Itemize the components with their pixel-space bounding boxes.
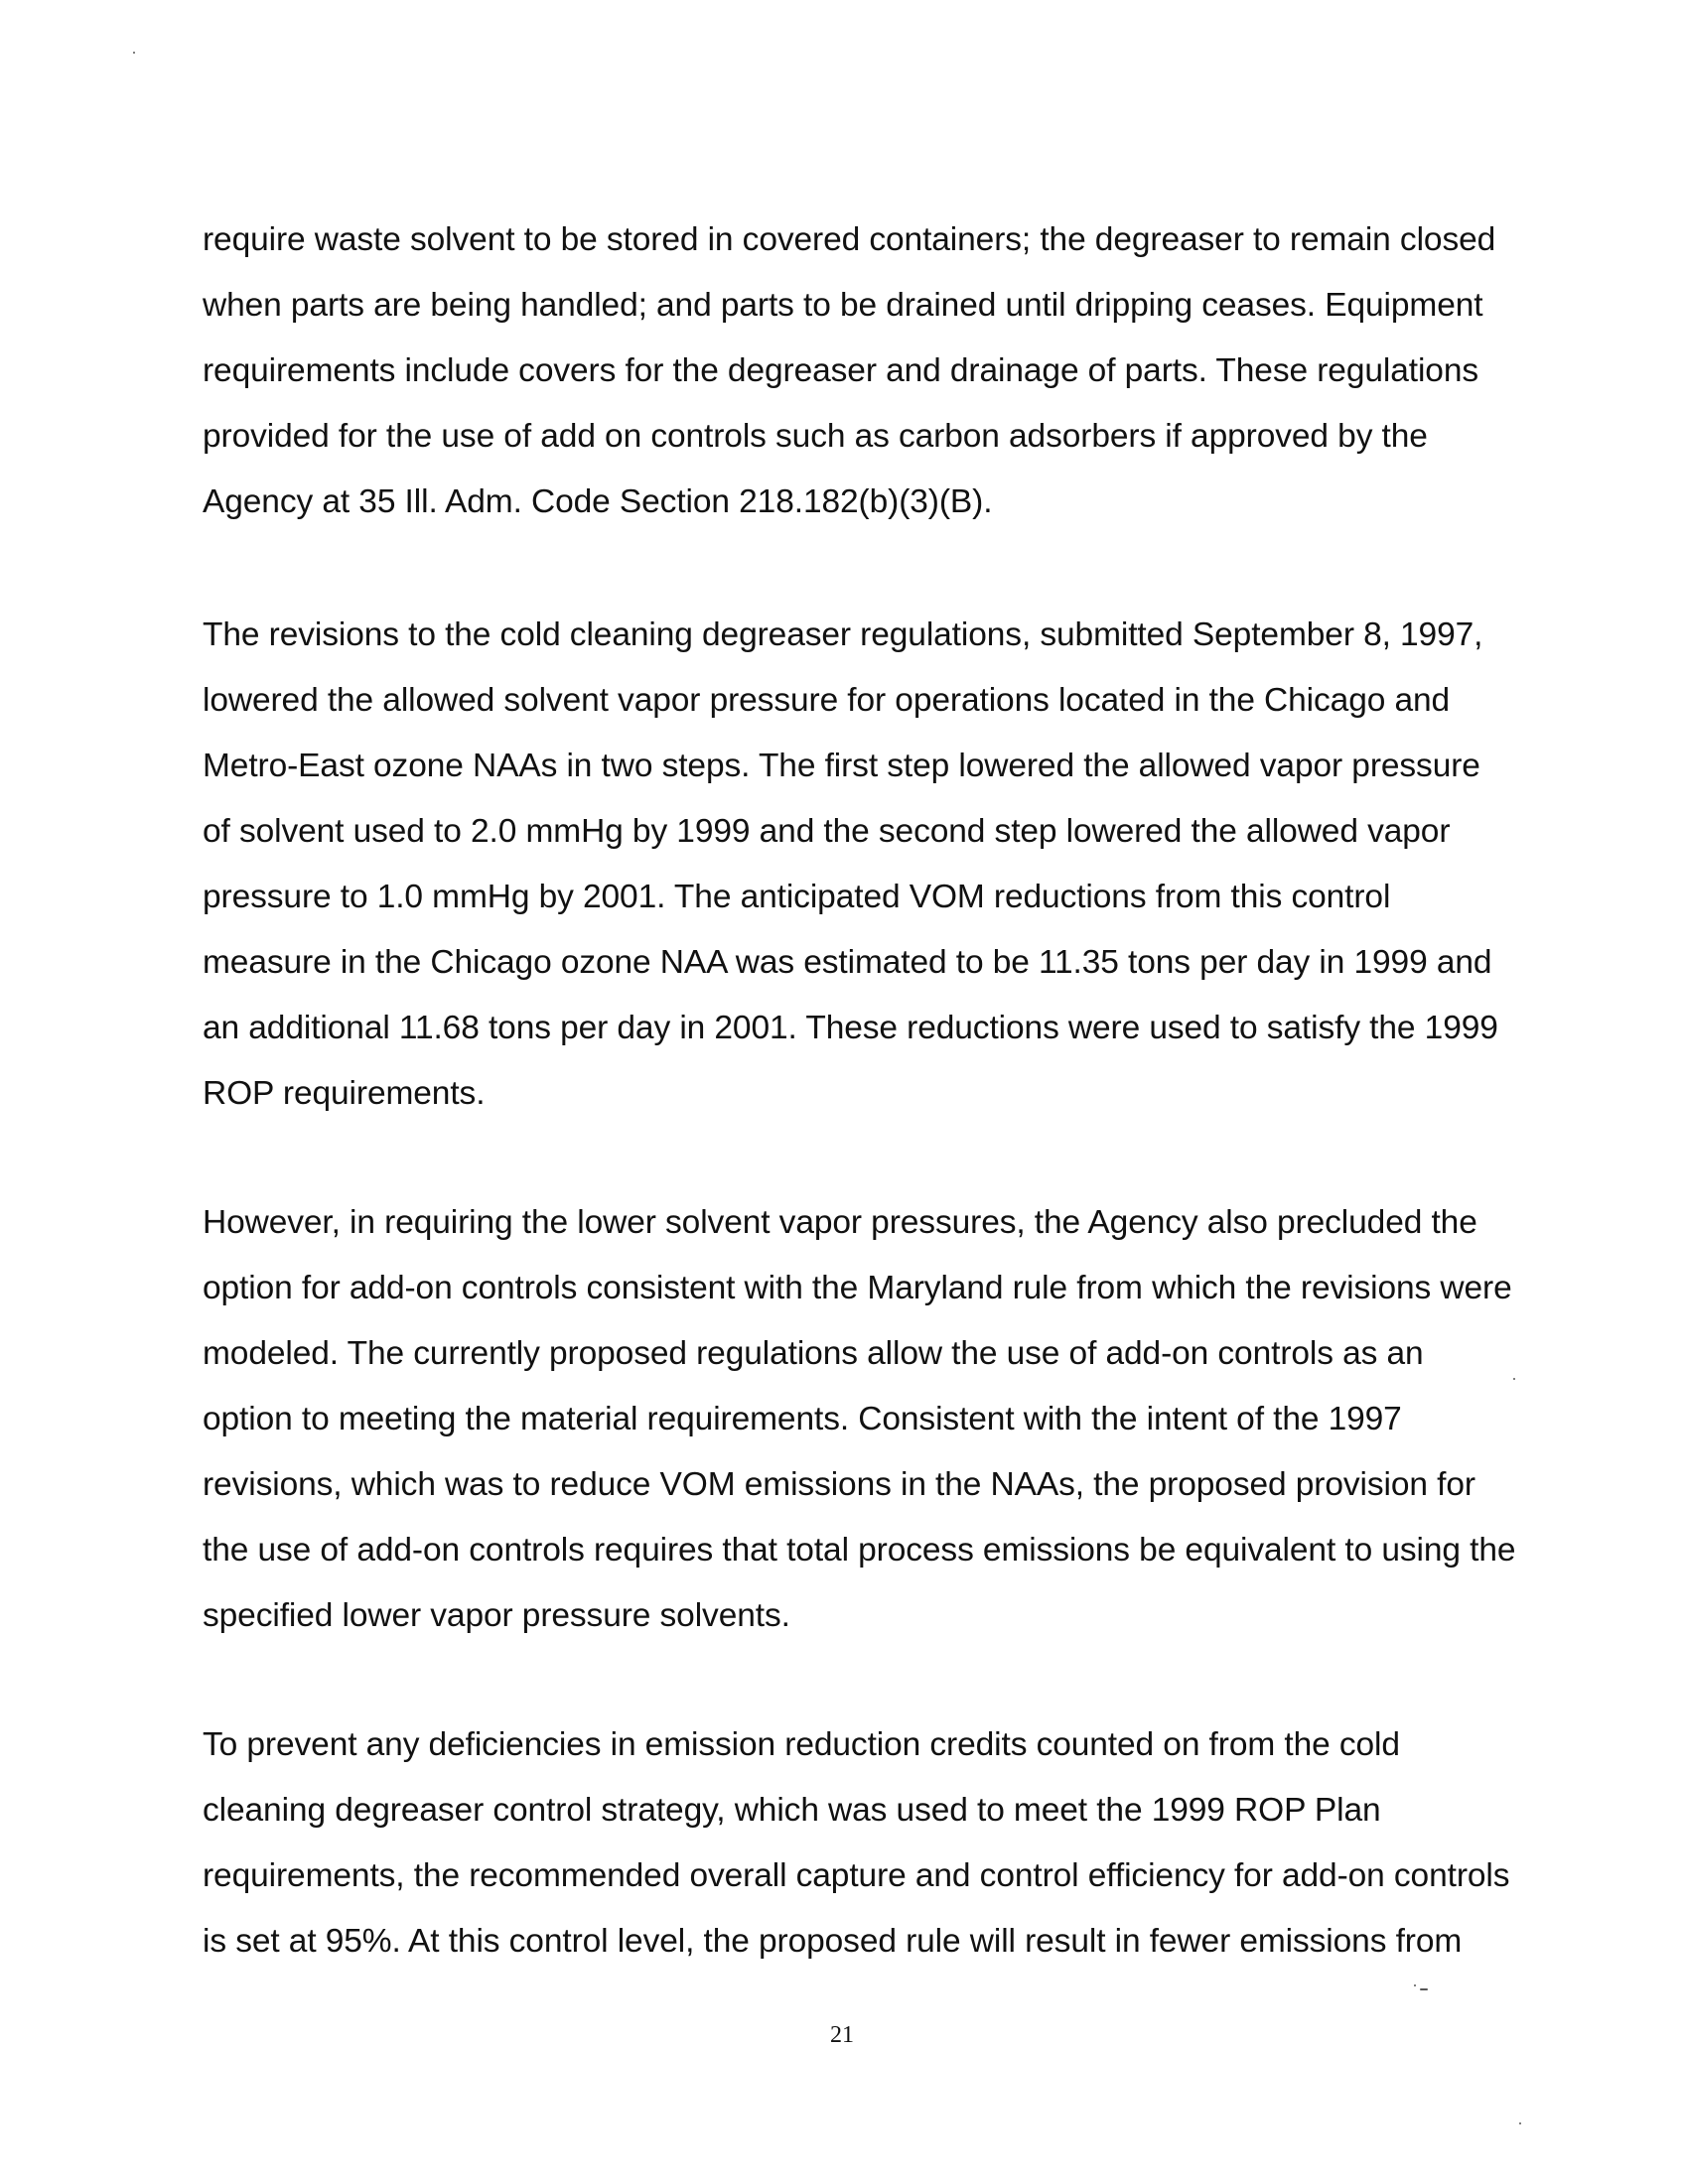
text-line: Agency at 35 Ill. Adm. Code Section 218.182(b)(3)(B). — [203, 483, 993, 520]
text-line: ROP requirements. — [203, 1075, 486, 1112]
text-line: lowered the allowed solvent vapor pressure for operations located in the Chicago and — [203, 682, 1451, 719]
text-line: pressure to 1.0 mmHg by 2001. The anticipated VOM reductions from this control — [203, 879, 1391, 915]
text-line: The revisions to the cold cleaning degreaser regulations, submitted September 8, 1997, — [203, 616, 1483, 653]
text-line: when parts are being handled; and parts to be drained until dripping ceases. Equipment — [203, 287, 1483, 324]
paragraph-add-on-controls — [203, 1190, 1516, 1649]
text-line: revisions, which was to reduce VOM emissions in the NAAs, the proposed provision for — [203, 1466, 1475, 1503]
page-number: 21 — [830, 2022, 854, 2048]
text-line: an additional 11.68 tons per day in 2001. These reductions were used to satisfy the 1999 — [203, 1010, 1498, 1046]
scan-speck — [1519, 2122, 1521, 2124]
text-line: To prevent any deficiencies in emission reduction credits counted on from the cold — [203, 1726, 1400, 1763]
text-line: requirements include covers for the degreaser and drainage of parts. These regulations — [203, 352, 1479, 389]
text-line: provided for the use of add on controls such as carbon adsorbers if approved by the — [203, 418, 1428, 455]
text-line: requirements, the recommended overall capture and control efficiency for add-on controls — [203, 1857, 1510, 1894]
text-line: is set at 95%. At this control level, the proposed rule will result in fewer emissions from — [203, 1923, 1463, 1960]
scan-speck — [133, 52, 135, 54]
text-line: modeled. The currently proposed regulations allow the use of add-on controls as an — [203, 1335, 1424, 1372]
text-line: measure in the Chicago ozone NAA was estimated to be 11.35 tons per day in 1999 and — [203, 944, 1492, 981]
paragraph-1997-revisions — [203, 603, 1513, 1127]
text-line: option to meeting the material requirements. Consistent with the intent of the 1997 — [203, 1401, 1402, 1437]
text-line: option for add-on controls consistent with the Maryland rule from which the revisions were — [203, 1270, 1512, 1306]
paragraph-emission-credits — [203, 1712, 1513, 1975]
text-line: specified lower vapor pressure solvents. — [203, 1597, 790, 1634]
scan-speck — [1513, 1378, 1515, 1380]
text-line: Metro-East ozone NAAs in two steps. The first step lowered the allowed vapor pressure — [203, 748, 1480, 784]
scan-speck — [1420, 1988, 1428, 1990]
text-line: cleaning degreaser control strategy, which was used to meet the 1999 ROP Plan — [203, 1792, 1381, 1829]
scan-speck — [1414, 1984, 1416, 1986]
paragraph-waste-solvent-requirements — [203, 207, 1513, 535]
text-line: However, in requiring the lower solvent vapor pressures, the Agency also precluded the — [203, 1204, 1477, 1241]
text-line: of solvent used to 2.0 mmHg by 1999 and the second step lowered the allowed vapor — [203, 813, 1451, 850]
text-line: require waste solvent to be stored in covered containers; the degreaser to remain closed — [203, 221, 1496, 258]
text-line: the use of add-on controls requires that total process emissions be equivalent to using the — [203, 1532, 1516, 1569]
